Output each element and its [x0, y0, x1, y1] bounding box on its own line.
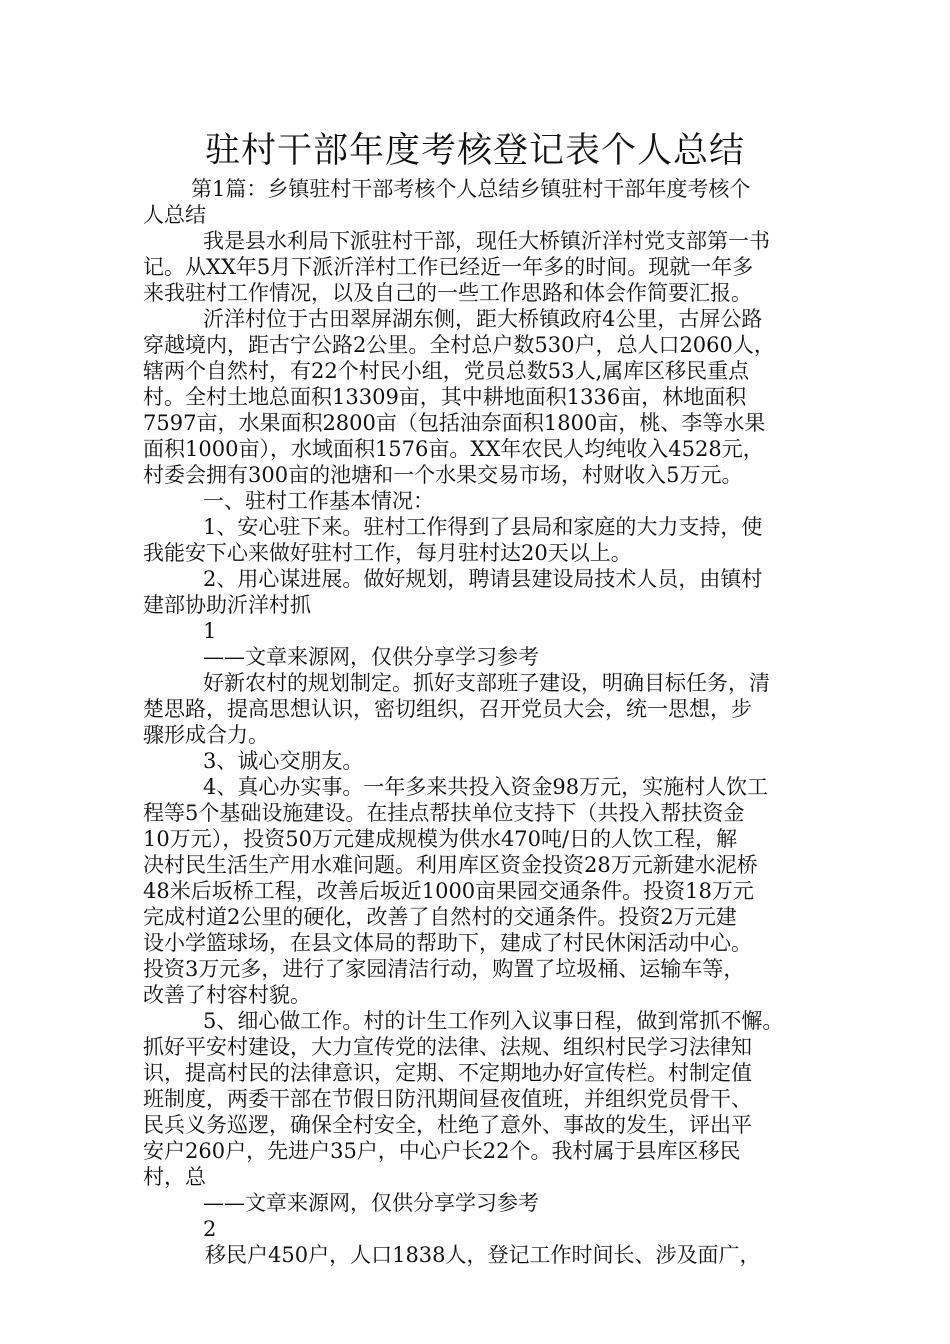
text-line: 村。全村土地总面积13309亩，其中耕地面积1336亩，林地面积: [143, 385, 747, 409]
text-line: 我能安下心来做好驻村工作，每月驻村达20天以上。: [143, 541, 632, 565]
text-line: 村委会拥有300亩的池塘和一个水果交易市场，村财收入5万元。: [143, 463, 743, 487]
text-line: 4、真心办实事。一年多来共投入资金98万元，实施村人饮工: [203, 775, 769, 799]
text-line: 决村民生活生产用水难问题。利用库区资金投资28万元新建水泥桥: [143, 853, 758, 877]
text-line: 48米后坂桥工程，改善后坂近1000亩果园交通条件。投资18万元: [143, 879, 754, 903]
text-line: 识，提高村民的法律意识，定期、不定期地办好宣传栏。村制定值: [143, 1061, 752, 1085]
text-line: 5、细心做工作。村的计生工作列入议事日程，做到常抓不懈。: [203, 1009, 784, 1033]
text-line: 我是县水利局下派驻村干部，现任大桥镇沂洋村党支部第一书: [203, 229, 770, 253]
text-line: 人总结: [143, 203, 206, 227]
text-line: 穿越境内，距古宁公路2公里。全村总户数530户，总人口2060人，: [143, 333, 775, 357]
text-line: 安户260户，先进户35户，中心户长22个。我村属于县库区移民: [143, 1139, 741, 1163]
text-line: 3、诚心交朋友。: [203, 749, 364, 773]
text-line: 完成村道2公里的硬化，改善了自然村的交通条件。投资2万元建: [143, 905, 737, 929]
text-line: 记。从XX年5月下派沂洋村工作已经近一年多的时间。现就一年多: [143, 255, 754, 279]
text-line: 10万元），投资50万元建成规模为供水470吨/日的人饮工程，解: [143, 827, 738, 851]
text-line: 程等5个基础设施建设。在挂点帮扶单位支持下（共投入帮扶资金: [143, 801, 745, 825]
text-line: 设小学篮球场，在县文体局的帮助下，建成了村民休闲活动中心。: [143, 931, 752, 955]
document-title: 驻村干部年度考核登记表个人总结: [204, 131, 745, 171]
text-line: 7597亩，水果面积2800亩（包括油奈面积1800亩，桃、李等水果: [143, 411, 766, 435]
text-line: 移民户450户，人口1838人，登记工作时间长、涉及面广，: [205, 1243, 761, 1267]
text-line: 民兵义务巡逻，确保全村安全，杜绝了意外、事故的发生，评出平: [143, 1113, 752, 1137]
source-note: ——文章来源网，仅供分享学习参考: [203, 645, 539, 669]
text-line: 村，总: [143, 1165, 206, 1189]
text-line: 楚思路，提高思想认识，密切组织，召开党员大会，统一思想，步: [143, 697, 752, 721]
text-line: 好新农村的规划制定。抓好支部班子建设，明确目标任务，清: [203, 671, 770, 695]
document-body: [143, 176, 823, 1268]
text-line: 投资3万元多，进行了家园清洁行动，购置了垃圾桶、运输车等，: [143, 957, 745, 981]
text-line: 第1篇：乡镇驻村干部考核个人总结乡镇驻村干部年度考核个: [191, 177, 751, 201]
text-line: 面积1000亩），水域面积1576亩。XX年农民人均纯收入4528元，: [143, 437, 764, 461]
text-line: 改善了村容村貌。: [143, 983, 311, 1007]
text-line: 1、安心驻下来。驻村工作得到了县局和家庭的大力支持，使: [203, 515, 763, 539]
page-number: 1: [203, 619, 217, 643]
source-note: ——文章来源网，仅供分享学习参考: [203, 1191, 539, 1215]
text-line: 辖两个自然村，有22个村民小组，党员总数53人,属库区移民重点: [143, 359, 750, 383]
text-line: 建部协助沂洋村抓: [143, 593, 311, 617]
section-heading: 一、驻村工作基本情况：: [203, 489, 434, 513]
page-number: 2: [203, 1217, 217, 1241]
text-line: 骤形成合力。: [143, 723, 269, 747]
text-line: 2、用心谋进展。做好规划，聘请县建设局技术人员，由镇村: [203, 567, 763, 591]
text-line: 来我驻村工作情况，以及自己的一些工作思路和体会作简要汇报。: [143, 281, 752, 305]
text-line: 抓好平安村建设，大力宣传党的法律、法规、组织村民学习法律知: [143, 1035, 752, 1059]
text-line: 班制度，两委干部在节假日防汛期间昼夜值班，并组织党员骨干、: [143, 1087, 752, 1111]
text-line: 沂洋村位于古田翠屏湖东侧，距大桥镇政府4公里，古屏公路: [203, 307, 763, 331]
